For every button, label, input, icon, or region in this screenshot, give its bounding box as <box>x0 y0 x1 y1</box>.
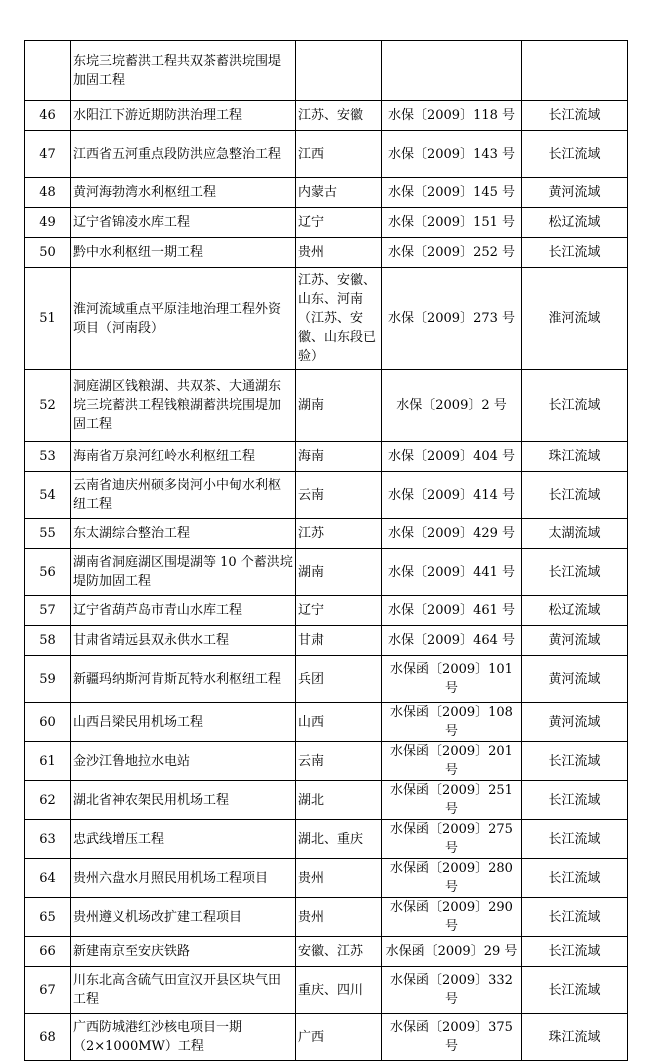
project-name: 忠武线增压工程 <box>71 820 296 859</box>
province: 云南 <box>296 472 382 519</box>
river-basin: 黄河流域 <box>522 178 628 208</box>
approval-doc-number <box>382 41 522 101</box>
project-name: 湖北省神农架民用机场工程 <box>71 781 296 820</box>
table-row <box>25 238 628 268</box>
province: 安徽、江苏 <box>296 937 382 967</box>
approval-doc-number: 水保函〔2009〕275 号 <box>382 820 522 859</box>
table-row <box>25 781 628 820</box>
approval-doc-number: 水保函〔2009〕251 号 <box>382 781 522 820</box>
approval-doc-number: 水保函〔2009〕108 号 <box>382 703 522 742</box>
river-basin: 淮河流域 <box>522 268 628 370</box>
project-name: 甘肃省靖远县双永供水工程 <box>71 626 296 656</box>
project-name: 黄河海勃湾水利枢纽工程 <box>71 178 296 208</box>
province: 甘肃 <box>296 626 382 656</box>
row-number: 55 <box>25 519 71 549</box>
project-name: 东垸三垸蓄洪工程共双茶蓄洪垸围堤加固工程 <box>71 41 296 101</box>
river-basin: 长江流域 <box>522 937 628 967</box>
province: 贵州 <box>296 898 382 937</box>
project-name: 辽宁省葫芦岛市青山水库工程 <box>71 596 296 626</box>
project-name: 贵州遵义机场改扩建工程项目 <box>71 898 296 937</box>
river-basin: 太湖流域 <box>522 519 628 549</box>
project-name: 广西防城港红沙核电项目一期（2×1000MW）工程 <box>71 1014 296 1061</box>
province: 山西 <box>296 703 382 742</box>
approval-doc-number: 水保〔2009〕429 号 <box>382 519 522 549</box>
approval-doc-number: 水保〔2009〕273 号 <box>382 268 522 370</box>
project-name: 东太湖综合整治工程 <box>71 519 296 549</box>
row-number: 62 <box>25 781 71 820</box>
table-row <box>25 519 628 549</box>
approval-doc-number: 水保函〔2009〕280 号 <box>382 859 522 898</box>
project-name: 海南省万泉河红岭水利枢纽工程 <box>71 442 296 472</box>
approval-doc-number: 水保〔2009〕414 号 <box>382 472 522 519</box>
project-name: 云南省迪庆州硕多岗河小中甸水利枢纽工程 <box>71 472 296 519</box>
river-basin: 长江流域 <box>522 472 628 519</box>
project-name: 洞庭湖区钱粮湖、共双茶、大通湖东垸三垸蓄洪工程钱粮湖蓄洪垸围堤加固工程 <box>71 370 296 442</box>
row-number: 68 <box>25 1014 71 1061</box>
approval-doc-number: 水保〔2009〕441 号 <box>382 549 522 596</box>
project-name: 淮河流域重点平原洼地治理工程外资项目（河南段） <box>71 268 296 370</box>
table-row <box>25 937 628 967</box>
river-basin: 长江流域 <box>522 549 628 596</box>
approval-doc-number: 水保函〔2009〕29 号 <box>382 937 522 967</box>
river-basin: 长江流域 <box>522 820 628 859</box>
row-number: 48 <box>25 178 71 208</box>
row-number: 54 <box>25 472 71 519</box>
approval-doc-number: 水保函〔2009〕332 号 <box>382 967 522 1014</box>
approval-doc-number: 水保〔2009〕2 号 <box>382 370 522 442</box>
province: 内蒙古 <box>296 178 382 208</box>
project-name: 辽宁省锦凌水库工程 <box>71 208 296 238</box>
table-row <box>25 442 628 472</box>
row-number: 58 <box>25 626 71 656</box>
project-name: 黔中水利枢纽一期工程 <box>71 238 296 268</box>
river-basin: 长江流域 <box>522 898 628 937</box>
river-basin: 长江流域 <box>522 131 628 178</box>
province: 贵州 <box>296 238 382 268</box>
row-number: 50 <box>25 238 71 268</box>
row-number: 65 <box>25 898 71 937</box>
row-number: 66 <box>25 937 71 967</box>
river-basin: 长江流域 <box>522 859 628 898</box>
row-number: 59 <box>25 656 71 703</box>
approval-doc-number: 水保函〔2009〕101 号 <box>382 656 522 703</box>
row-number: 49 <box>25 208 71 238</box>
approval-table-body <box>25 41 628 1061</box>
province: 辽宁 <box>296 208 382 238</box>
table-row <box>25 859 628 898</box>
approval-doc-number: 水保〔2009〕252 号 <box>382 238 522 268</box>
project-name: 山西吕梁民用机场工程 <box>71 703 296 742</box>
river-basin: 黄河流域 <box>522 656 628 703</box>
province: 贵州 <box>296 859 382 898</box>
table-row <box>25 967 628 1014</box>
river-basin: 珠江流域 <box>522 442 628 472</box>
row-number: 67 <box>25 967 71 1014</box>
province: 湖南 <box>296 549 382 596</box>
row-number: 53 <box>25 442 71 472</box>
river-basin: 长江流域 <box>522 742 628 781</box>
approval-doc-number: 水保函〔2009〕201 号 <box>382 742 522 781</box>
approval-doc-number: 水保函〔2009〕375 号 <box>382 1014 522 1061</box>
province: 云南 <box>296 742 382 781</box>
row-number <box>25 41 71 101</box>
province: 湖南 <box>296 370 382 442</box>
province: 江西 <box>296 131 382 178</box>
table-row <box>25 656 628 703</box>
table-row <box>25 703 628 742</box>
province: 兵团 <box>296 656 382 703</box>
river-basin: 长江流域 <box>522 370 628 442</box>
row-number: 64 <box>25 859 71 898</box>
table-row <box>25 626 628 656</box>
approval-doc-number: 水保〔2009〕145 号 <box>382 178 522 208</box>
project-name: 川东北高含硫气田宣汉开县区块气田工程 <box>71 967 296 1014</box>
river-basin: 长江流域 <box>522 781 628 820</box>
approval-doc-number: 水保〔2009〕461 号 <box>382 596 522 626</box>
table-row <box>25 742 628 781</box>
row-number: 60 <box>25 703 71 742</box>
table-row <box>25 131 628 178</box>
province: 湖北、重庆 <box>296 820 382 859</box>
approval-table <box>24 40 628 1061</box>
row-number: 46 <box>25 101 71 131</box>
province: 重庆、四川 <box>296 967 382 1014</box>
approval-doc-number: 水保〔2009〕151 号 <box>382 208 522 238</box>
river-basin: 长江流域 <box>522 967 628 1014</box>
approval-doc-number: 水保〔2009〕118 号 <box>382 101 522 131</box>
table-row <box>25 820 628 859</box>
river-basin: 松辽流域 <box>522 208 628 238</box>
table-row <box>25 549 628 596</box>
row-number: 51 <box>25 268 71 370</box>
river-basin: 黄河流域 <box>522 626 628 656</box>
row-number: 61 <box>25 742 71 781</box>
river-basin <box>522 41 628 101</box>
table-row <box>25 268 628 370</box>
row-number: 57 <box>25 596 71 626</box>
province: 辽宁 <box>296 596 382 626</box>
project-name: 新建南京至安庆铁路 <box>71 937 296 967</box>
province: 江苏 <box>296 519 382 549</box>
river-basin: 松辽流域 <box>522 596 628 626</box>
project-name: 贵州六盘水月照民用机场工程项目 <box>71 859 296 898</box>
row-number: 63 <box>25 820 71 859</box>
province <box>296 41 382 101</box>
river-basin: 珠江流域 <box>522 1014 628 1061</box>
river-basin: 黄河流域 <box>522 703 628 742</box>
river-basin: 长江流域 <box>522 101 628 131</box>
approval-doc-number: 水保〔2009〕143 号 <box>382 131 522 178</box>
approval-doc-number: 水保〔2009〕404 号 <box>382 442 522 472</box>
province: 江苏、安徽、山东、河南（江苏、安徽、山东段已验） <box>296 268 382 370</box>
project-name: 金沙江鲁地拉水电站 <box>71 742 296 781</box>
province: 湖北 <box>296 781 382 820</box>
row-number: 52 <box>25 370 71 442</box>
approval-doc-number: 水保函〔2009〕290 号 <box>382 898 522 937</box>
table-row <box>25 898 628 937</box>
province: 江苏、安徽 <box>296 101 382 131</box>
table-row <box>25 472 628 519</box>
table-row <box>25 101 628 131</box>
row-number: 47 <box>25 131 71 178</box>
project-name: 水阳江下游近期防洪治理工程 <box>71 101 296 131</box>
table-row <box>25 1014 628 1061</box>
table-row <box>25 178 628 208</box>
province: 海南 <box>296 442 382 472</box>
project-name: 新疆玛纳斯河肯斯瓦特水利枢纽工程 <box>71 656 296 703</box>
project-name: 湖南省洞庭湖区围堤湖等 10 个蓄洪垸堤防加固工程 <box>71 549 296 596</box>
approval-doc-number: 水保〔2009〕464 号 <box>382 626 522 656</box>
province: 广西 <box>296 1014 382 1061</box>
table-row <box>25 370 628 442</box>
river-basin: 长江流域 <box>522 238 628 268</box>
table-row <box>25 208 628 238</box>
table-row <box>25 41 628 101</box>
table-row <box>25 596 628 626</box>
row-number: 56 <box>25 549 71 596</box>
project-name: 江西省五河重点段防洪应急整治工程 <box>71 131 296 178</box>
